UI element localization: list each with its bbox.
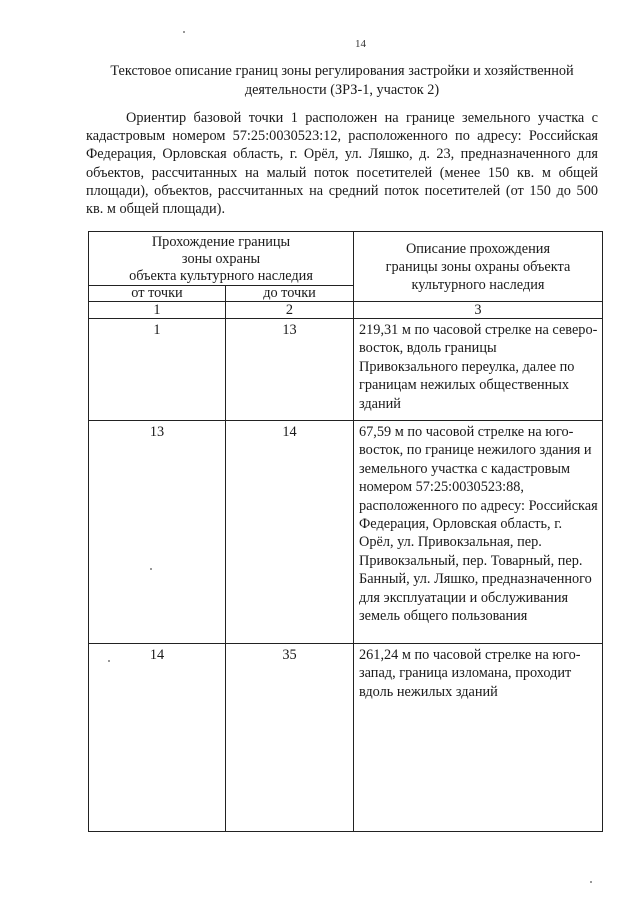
header-group-line-2: зоны охраны [181,251,261,267]
header-desc-line-3: культурного наследия [411,276,545,293]
table-row [89,319,603,421]
header-desc-line-2: границы зоны охраны объекта [385,258,571,275]
header-from-point: от точки [89,286,226,302]
header-group-line-3: объекта культурного наследия [129,268,313,284]
row-2-to: 14 [226,421,354,644]
intro-paragraph: Ориентир базовой точки 1 расположен на границе земельного участка с кадастровым номером 57:25:0030523:12, расположенного по адресу: Российская Федерация, Орловская область, г. Орёл, ул. Ляшко, д. 23, предназначенного для объектов, рассчитанных на малый поток посетителей (менее 150 кв. м общей площади), объектов, рассчитанных на средний поток посетителей (от 150 до 500 кв. м общей площади). [86,110,598,218]
column-number-row [89,302,603,319]
row-3-to: 35 [226,644,354,832]
row-3-from: 14 [89,644,226,832]
header-to-point: до точки [226,286,354,302]
scan-speck [108,660,110,662]
header-group-line-1: Прохождение границы [151,234,291,250]
column-number-3: 3 [354,302,603,319]
column-number-1: 1 [89,302,226,319]
scan-speck [183,31,185,33]
row-2-description: 67,59 м по часовой стрелке на юго-восток, по границе нежилого здания и земельного участка с кадастровым номером 57:25:0030523:88, расположенного по адресу: Российская Федерация, Орловская область, г. Орёл, ул. Привокзальная, пер. Привокзальный, пер. Товарный, пер. Банный, ул. Ляшко, предназначенного для эксплуатации и обслуживания земель общего пользования [354,421,603,644]
boundary-table [88,231,603,832]
header-description [354,232,603,302]
scan-speck [590,881,592,883]
scan-speck [150,568,152,570]
row-3-description: 261,24 м по часовой стрелке на юго-запад, граница изломана, проходит вдоль нежилых зданий [354,644,603,832]
header-boundary-group [89,232,354,286]
table-row [89,644,603,832]
page-number: 14 [355,38,366,50]
document-title: Текстовое описание границ зоны регулирования застройки и хозяйственной деятельности (ЗРЗ-1, участок 2) [110,63,574,98]
row-1-from: 1 [89,319,226,421]
column-number-2: 2 [226,302,354,319]
table-header-row [89,232,603,286]
row-1-description: 219,31 м по часовой стрелке на северо-восток, вдоль границы Привокзального переулка, далее по границам нежилых общественных зданий [354,319,603,421]
row-1-to: 13 [226,319,354,421]
row-2-from: 13 [89,421,226,644]
header-desc-line-1: Описание прохождения [405,240,551,257]
table-row [89,421,603,644]
